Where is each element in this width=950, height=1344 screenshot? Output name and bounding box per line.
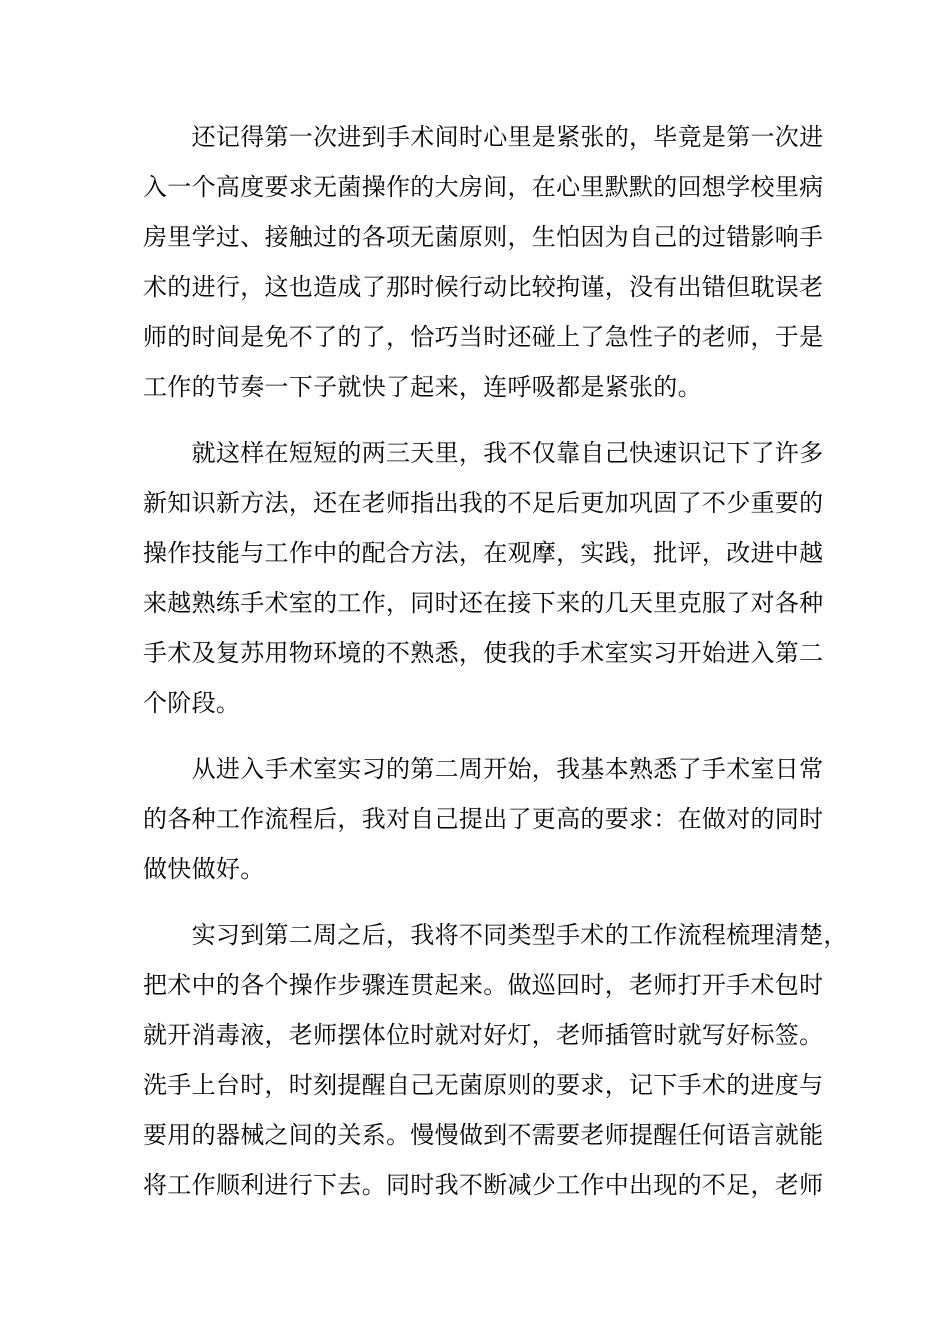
- text-line: 师的时间是免不了的了，恰巧当时还碰上了急性子的老师，于是: [143, 323, 824, 351]
- text-line: 个阶段。: [143, 689, 241, 717]
- text-line: 来越熟练手术室的工作，同时还在接下来的几天里克服了对各种: [143, 589, 824, 617]
- text-line: 就这样在短短的两三天里，我不仅靠自己快速识记下了许多: [143, 439, 824, 467]
- text-line: 就开消毒液，老师摆体位时就对好灯，老师插管时就写好标签。: [143, 1021, 824, 1049]
- text-line: 操作技能与工作中的配合方法，在观摩，实践，批评，改进中越: [143, 539, 824, 567]
- paragraph-3: [143, 744, 824, 894]
- text-line: 术的进行，这也造成了那时候行动比较拘谨，没有出错但耽误老: [143, 273, 824, 301]
- paragraph-1: [143, 112, 824, 412]
- text-line: 将工作顺利进行下去。同时我不断减少工作中出现的不足，老师: [143, 1171, 824, 1199]
- paragraph-2: [143, 428, 824, 728]
- text-line: 把术中的各个操作步骤连贯起来。做巡回时，老师打开手术包时: [143, 971, 824, 999]
- text-line: 工作的节奏一下子就快了起来，连呼吸都是紧张的。: [143, 373, 702, 401]
- text-line: 做快做好。: [143, 855, 265, 883]
- text-line: 房里学过、接触过的各项无菌原则，生怕因为自己的过错影响手: [143, 223, 824, 251]
- text-line: 要用的器械之间的关系。慢慢做到不需要老师提醒任何语言就能: [143, 1121, 824, 1149]
- document-body: [143, 112, 848, 1210]
- text-line: 新知识新方法，还在老师指出我的不足后更加巩固了不少重要的: [143, 489, 824, 517]
- text-line: 的各种工作流程后，我对自己提出了更高的要求：在做对的同时: [143, 805, 824, 833]
- text-line: 入一个高度要求无菌操作的大房间，在心里默默的回想学校里病: [143, 173, 824, 201]
- text-line: 从进入手术室实习的第二周开始，我基本熟悉了手术室日常: [143, 755, 824, 783]
- text-line: 还记得第一次进到手术间时心里是紧张的，毕竟是第一次进: [143, 123, 824, 151]
- text-line: 实习到第二周之后，我将不同类型手术的工作流程梳理清楚，: [143, 921, 848, 949]
- text-line: 手术及复苏用物环境的不熟悉，使我的手术室实习开始进入第二: [143, 639, 824, 667]
- paragraph-4: [143, 910, 848, 1210]
- text-line: 洗手上台时，时刻提醒自己无菌原则的要求，记下手术的进度与: [143, 1071, 824, 1099]
